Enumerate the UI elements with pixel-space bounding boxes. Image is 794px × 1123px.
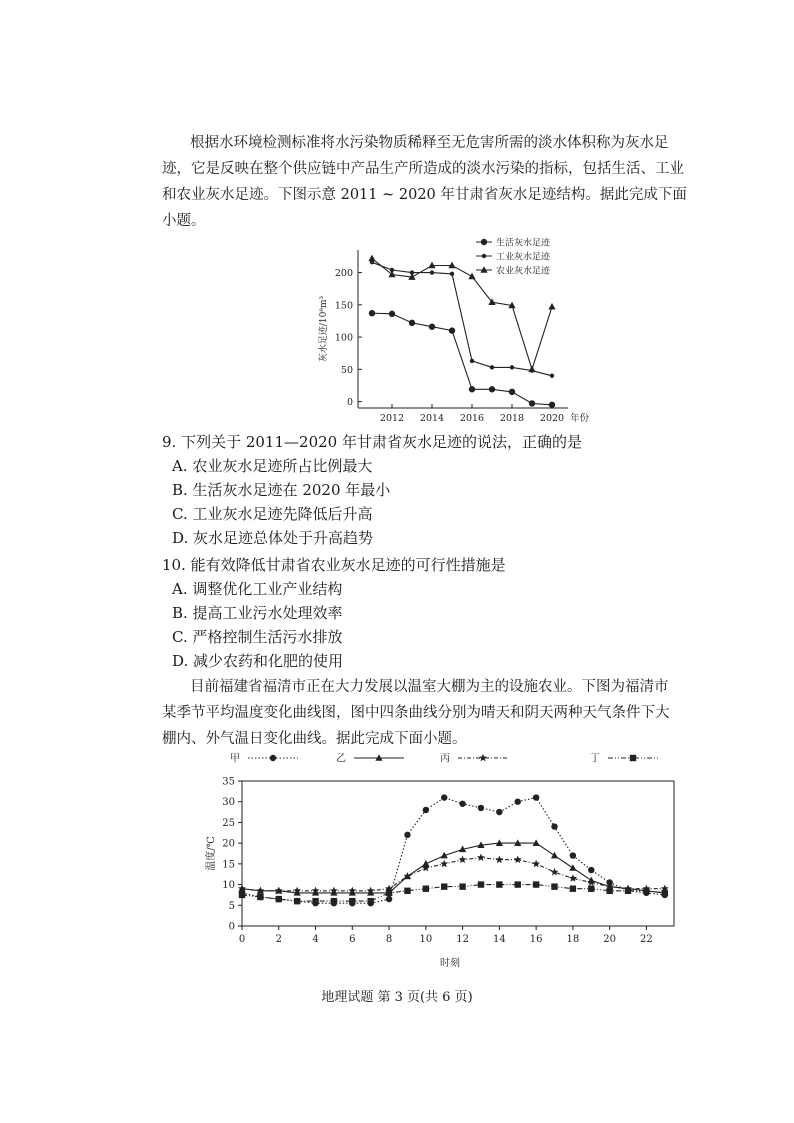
chart1-legend-marker: [481, 239, 487, 245]
chart1-point: [470, 359, 474, 363]
chart2-legend-marker: [479, 754, 487, 762]
chart2-point: [478, 881, 484, 887]
chart2-point: [459, 883, 465, 889]
chart2-point: [588, 886, 594, 892]
chart2-legend-label: 丁: [590, 753, 600, 765]
chart1-y-tick-label: 50: [340, 364, 353, 376]
chart2-point: [459, 856, 467, 864]
chart1-y-tick-label: 200: [334, 268, 353, 280]
chart2-point: [662, 890, 668, 896]
question-9: [162, 430, 582, 550]
chart2-y-tick-label: 35: [222, 776, 235, 788]
chart2-point: [496, 881, 502, 887]
chart2-point: [551, 823, 557, 829]
chart2-point: [606, 888, 612, 894]
chart1-point: [528, 366, 535, 373]
chart2-point: [533, 794, 539, 800]
chart1-point: [449, 327, 455, 333]
question-9-option-d: D. 灰水足迹总体处于升高趋势: [172, 529, 374, 547]
chart2-point: [404, 832, 410, 838]
chart1-series-line-0: [372, 313, 552, 405]
chart2-x-tick-label: 12: [456, 934, 469, 945]
chart2-legend: [230, 753, 658, 765]
chart2-point: [570, 852, 576, 858]
chart1-point: [490, 365, 494, 369]
chart2-series-line-1: [242, 843, 665, 893]
chart2-point: [514, 856, 522, 864]
chart2-point: [294, 898, 300, 904]
passage-2-line: 目前福建省福清市正在大力发展以温室大棚为主的设施农业。下图为福清市: [190, 679, 669, 695]
passage-1-line: 和农业灰水足迹。下图示意 2011 ~ 2020 年甘肃省灰水足迹结构。据此完成下面: [162, 187, 687, 203]
chart2-series-line-0: [242, 798, 665, 904]
chart2-point: [257, 894, 263, 900]
chart2-point: [533, 881, 539, 887]
chart1-legend-label: 工业灰水足迹: [496, 252, 551, 263]
chart2-point: [569, 864, 576, 871]
chart2-point: [478, 805, 484, 811]
chart2-point: [496, 809, 502, 815]
chart2-point: [532, 860, 540, 868]
chart2-x-tick-label: 2: [275, 934, 282, 945]
chart1-legend-marker: [482, 254, 486, 258]
chart2-y-tick-label: 25: [222, 817, 235, 829]
chart2-point: [570, 886, 576, 892]
chart1-point: [468, 273, 475, 280]
chart2-point: [551, 868, 559, 876]
chart2-x-axis-label: 时刻: [440, 958, 460, 969]
passage-1-line: 小题。: [162, 213, 206, 229]
chart2-point: [331, 898, 337, 904]
chart1-point: [389, 311, 395, 317]
chart1-point: [388, 271, 395, 278]
chart2-point: [440, 860, 448, 868]
chart2-point: [423, 886, 429, 892]
chart2-legend-marker: [630, 755, 636, 761]
greenhouse-temperature-chart: [200, 748, 690, 978]
chart2-point: [459, 801, 465, 807]
chart2-point: [422, 864, 430, 872]
chart1-point: [509, 389, 515, 395]
chart2-point: [495, 856, 503, 864]
chart2-x-tick-label: 4: [312, 934, 319, 945]
question-10-option-d: D. 减少农药和化肥的使用: [172, 652, 344, 670]
chart1-x-axis-label: 年份: [570, 413, 590, 424]
chart2-y-tick-label: 10: [222, 880, 235, 892]
chart1-point: [529, 400, 535, 406]
chart2-series: [238, 794, 669, 906]
chart1-point: [549, 402, 555, 408]
chart2-y-tick-label: 20: [222, 838, 235, 850]
grey-water-footprint-chart: [296, 232, 592, 432]
chart2-point: [551, 852, 558, 859]
question-10-option-a: A. 调整优化工业产业结构: [172, 580, 343, 598]
chart2-point: [588, 867, 594, 873]
chart1-series: [368, 255, 555, 408]
chart2-point: [587, 878, 595, 886]
chart2-x-tick-label: 16: [529, 934, 543, 945]
page-footer: 地理试题 第 3 页(共 6 页): [321, 990, 473, 1005]
chart2-point: [551, 883, 557, 889]
chart1-x-tick-label: 2012: [379, 413, 405, 424]
chart2-point: [423, 807, 429, 813]
question-9-option-a: A. 农业灰水足迹所占比例最大: [172, 457, 373, 475]
passage-2-line: 棚内、外气温日变化曲线。据此完成下面小题。: [162, 731, 467, 747]
chart2-legend-marker: [270, 755, 276, 761]
chart2-point: [367, 898, 373, 904]
chart2-y-tick-label: 5: [228, 900, 235, 912]
chart1-point: [548, 303, 555, 310]
chart1-point: [550, 374, 554, 378]
chart1-x-tick-label: 2014: [419, 413, 445, 424]
chart2-x-tick-label: 20: [603, 934, 617, 945]
chart2-point: [643, 888, 649, 894]
chart1-point: [469, 386, 475, 392]
chart1-legend-label: 生活灰水足迹: [496, 238, 551, 249]
chart2-y-tick-label: 30: [222, 797, 235, 809]
passage-1-line: 迹，它是反映在整个供应链中产品生产所造成的淡水污染的指标，包括生活、工业: [162, 161, 684, 177]
question-10-stem: 10. 能有效降低甘肃省农业灰水足迹的可行性措施是: [162, 556, 506, 574]
question-9-option-b: B. 生活灰水足迹在 2020 年最小: [172, 481, 391, 499]
chart2-point: [386, 890, 392, 896]
chart2-legend-label: 乙: [336, 753, 346, 765]
chart2-x-tick-label: 10: [419, 934, 433, 945]
chart2-x-tick-label: 0: [238, 934, 246, 945]
chart2-point: [477, 853, 485, 861]
chart1-point: [489, 386, 495, 392]
chart2-legend-label: 甲: [230, 753, 240, 765]
chart2-series-line-2: [242, 858, 665, 891]
chart2-legend-label: 丙: [440, 753, 450, 765]
question-9-option-c: C. 工业灰水足迹先降低后升高: [172, 505, 373, 523]
chart1-point: [430, 270, 434, 274]
question-10-option-c: C. 严格控制生活污水排放: [172, 628, 343, 646]
chart1-point: [409, 320, 415, 326]
chart2-point: [515, 881, 521, 887]
chart2-point: [349, 898, 355, 904]
chart1-y-tick-label: 150: [334, 300, 353, 312]
passage-1: [162, 130, 724, 234]
question-10-option-b: B. 提高工业污水处理效率: [172, 604, 343, 622]
chart2-axes: [204, 777, 674, 970]
chart1-legend: [476, 237, 551, 277]
chart2-point: [276, 896, 282, 902]
chart2-x-tick-label: 8: [385, 934, 393, 945]
chart1-y-axis-label: 灰水足迹/10⁸m³: [319, 295, 329, 363]
chart1-x-tick-label: 2016: [459, 413, 485, 424]
chart2-x-tick-label: 18: [566, 934, 580, 945]
chart1-point: [369, 310, 375, 316]
chart2-x-tick-label: 22: [640, 934, 653, 945]
chart2-point: [625, 888, 631, 894]
chart2-point: [569, 874, 577, 882]
chart2-point: [441, 883, 447, 889]
passage-2: [162, 674, 728, 752]
chart2-y-axis-label: 温度/℃: [206, 836, 217, 871]
chart1-point: [450, 272, 454, 276]
passage-1-line: 根据水环境检测标准将水污染物质稀释至无危害所需的淡水体积称为灰水足: [190, 135, 669, 151]
chart2-point: [515, 799, 521, 805]
chart2-y-tick-label: 0: [228, 921, 235, 933]
chart1-x-tick-label: 2018: [499, 413, 525, 424]
chart2-point: [386, 896, 392, 902]
chart2-x-tick-label: 14: [492, 934, 506, 945]
chart2-x-tick-label: 6: [349, 934, 356, 945]
chart2-point: [312, 898, 318, 904]
chart1-x-tick-label: 2020: [539, 413, 565, 424]
chart1-point: [368, 255, 375, 262]
chart1-legend-label: 农业灰水足迹: [496, 266, 551, 277]
chart1-point: [510, 365, 514, 369]
chart2-point: [404, 888, 410, 894]
chart2-point: [239, 892, 245, 898]
chart1-y-tick-label: 100: [334, 332, 353, 344]
question-9-stem: 9. 下列关于 2011—2020 年甘肃省灰水足迹的说法，正确的是: [162, 433, 582, 451]
chart1-y-tick-label: 0: [346, 397, 353, 409]
chart2-plot-frame: [242, 781, 674, 926]
chart1-point: [429, 324, 435, 330]
chart2-point: [441, 794, 447, 800]
chart2-y-tick-label: 15: [222, 859, 235, 871]
passage-2-line: 某季节平均温度变化曲线图，图中四条曲线分别为晴天和阴天两种天气条件下大: [162, 705, 670, 721]
question-10: [162, 553, 506, 673]
